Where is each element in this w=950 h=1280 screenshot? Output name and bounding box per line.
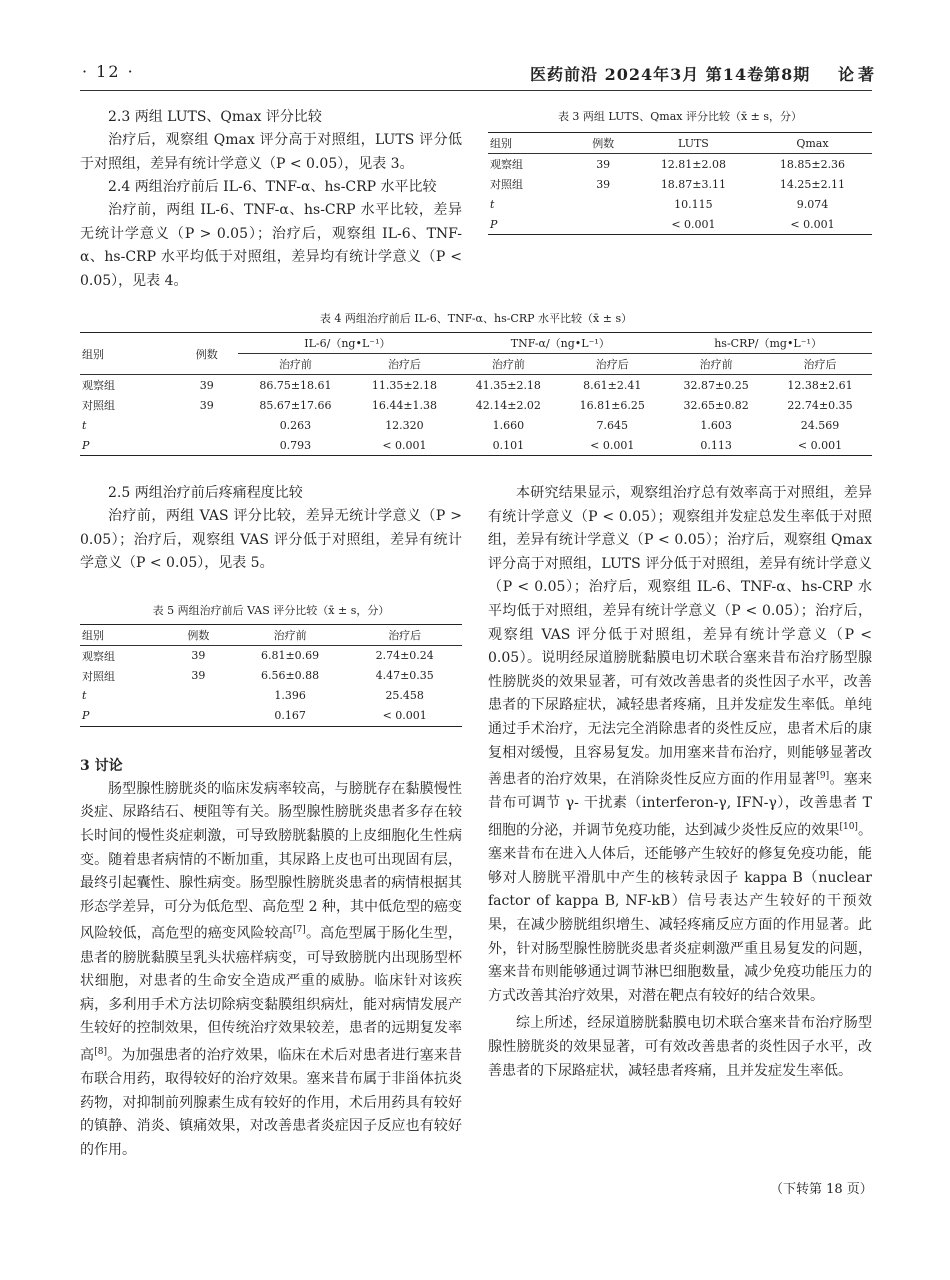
- table-cell: 观察组: [490, 158, 523, 171]
- section-2-4-title: 2.4 两组治疗前后 IL-6、TNF-α、hs-CRP 水平比较: [108, 179, 437, 196]
- table-4-caption: 表 4 两组治疗前后 IL-6、TNF-α、hs-CRP 水平比较（x̄ ± s）: [319, 312, 633, 325]
- table-cell: < 0.001: [753, 214, 872, 235]
- table-cell: [572, 214, 633, 235]
- citation-ref: [10]: [839, 821, 858, 832]
- table-cell: < 0.001: [353, 435, 457, 456]
- table-row: [80, 435, 872, 456]
- table-cell: 39: [596, 177, 611, 191]
- table-cell: 18.85±2.36: [779, 157, 846, 171]
- table-header-cell: TNF-α/（ng•L⁻¹）: [456, 333, 664, 354]
- table-cell: 12.81±2.08: [660, 157, 727, 171]
- table-cell: < 0.001: [560, 435, 664, 456]
- table-cell: P: [488, 214, 572, 235]
- table-cell: 9.074: [796, 197, 829, 211]
- table-cell: 1.603: [700, 418, 732, 432]
- table-row: [80, 686, 462, 706]
- discussion-paragraph-3: 综上所述，经尿道膀胱黏膜电切术联合塞来昔布治疗肠型腺性膀胱炎的效果显著，可有效改善患者的炎性因子水平，改善患者的下尿路症状，减轻患者疼痛，且并发症发生率低。: [488, 1015, 872, 1079]
- table-cell: 39: [596, 157, 611, 171]
- table-cell: 14.25±2.11: [779, 177, 846, 191]
- table-row: [80, 706, 462, 727]
- table-cell: 39: [199, 398, 214, 412]
- table-cell: 85.67±17.66: [259, 398, 332, 412]
- table-cell: [164, 706, 233, 727]
- table-subheader-cell: 治疗后: [353, 354, 457, 375]
- table-cell: 4.47±0.35: [375, 669, 434, 683]
- table-4-grid: [80, 332, 872, 456]
- table-3-grid: [488, 132, 872, 235]
- table-header-cell: IL-6/（ng•L⁻¹）: [238, 333, 456, 354]
- left-column-bottom: [80, 482, 462, 1163]
- section-2-3-title: 2.3 两组 LUTS、Qmax 评分比较: [108, 109, 322, 125]
- table-cell: 7.645: [596, 418, 628, 432]
- table-subheader-cell: 治疗前: [664, 354, 768, 375]
- discussion-paragraph-1: [80, 778, 462, 1163]
- table-cell: 12.320: [385, 418, 424, 432]
- table-cell: 39: [191, 649, 206, 663]
- table-cell: 对照组: [82, 669, 115, 683]
- section-2-5-paragraph: 治疗前，两组 VAS 评分比较，差异无统计学意义（P > 0.05）；治疗后，观察组 VAS 评分低于对照组，差异有统计学意义（P < 0.05），见表 5。: [80, 508, 462, 572]
- table-cell: 0.101: [456, 435, 560, 456]
- discussion-paragraph-2: [488, 482, 872, 1008]
- table-cell: t: [82, 689, 87, 703]
- table-cell: < 0.001: [634, 214, 753, 235]
- table-cell: P: [80, 435, 175, 456]
- table-cell: 0.113: [664, 435, 768, 456]
- table-cell: 39: [191, 669, 206, 683]
- section-2-4-paragraph: 治疗前，两组 IL-6、TNF-α、hs-CRP 水平比较，差异无统计学意义（P > 0.05）；治疗后，观察组 IL-6、TNF-α、hs-CRP 水平均低于对照组，差异均有统计学意义（P < 0.05），见表 4。: [80, 202, 462, 289]
- table-5: [80, 604, 462, 727]
- text-run: 。高危型属于肠化生型，患者的膀胱黏膜呈乳头状癌样病变，可导致膀胱内出现肠型杯状细胞，对患者的生命安全造成严重的威胁。临床针对该疾病，多利用手术方法切除病变黏膜组织病灶，能对病情发展产生较好的控制效果，但传统治疗效果较差，患者的远期复发率高: [80, 926, 463, 1064]
- text-run: 肠型腺性膀胱炎的临床发病率较高，与膀胱存在黏膜慢性炎症、尿路结石、梗阻等有关。肠型腺性膀胱炎患者多存在较长时间的慢性炎症刺激，可导致膀胱黏膜的上皮细胞化生性病变。随着患者病情的不断加重，其尿路上皮也可出现固有层，最终引起囊性、腺性病变。肠型腺性膀胱炎患者的病情根据其形态学差异，可分为低危型、高危型 2 种，其中低危型的癌变风险较低，高危型的癌变风险较高: [80, 780, 462, 942]
- table-3-caption: 表 3 两组 LUTS、Qmax 评分比较（x̄ ± s，分）: [557, 110, 803, 123]
- table-cell: 6.81±0.69: [260, 649, 320, 663]
- table-cell: 对照组: [490, 178, 523, 191]
- table-subheader-cell: 治疗前: [238, 354, 352, 375]
- table-header-cell: LUTS: [634, 133, 753, 154]
- right-column-bottom: [488, 482, 872, 1083]
- table-cell: 24.569: [800, 418, 840, 432]
- header-rule: [80, 90, 872, 91]
- table-cell: 22.74±0.35: [787, 398, 853, 412]
- table-cell: [175, 415, 238, 435]
- table-subheader-cell: 治疗后: [768, 354, 872, 375]
- table-cell: 16.81±6.25: [579, 398, 645, 412]
- table-row: [80, 415, 872, 435]
- page-number: · 12 ·: [82, 62, 135, 81]
- table-cell: 对照组: [82, 399, 115, 412]
- table-cell: 0.167: [233, 706, 348, 727]
- table-cell: 18.87±3.11: [660, 177, 727, 191]
- table-cell: 12.38±2.61: [787, 378, 853, 392]
- section-2-5-title: 2.5 两组治疗前后疼痛程度比较: [108, 485, 303, 501]
- table-row: [80, 645, 462, 666]
- table-subheader-cell: 治疗后: [560, 354, 664, 375]
- table-cell: < 0.001: [347, 706, 462, 727]
- section-3-title: 3 讨论: [80, 757, 123, 774]
- text-run: 。塞来昔布可调节 γ- 干扰素（interferon-γ, IFN-γ），改善患者 T 细胞的分泌，并调节免疫功能，达到减少炎性反应的效果: [488, 771, 873, 839]
- table-cell: 0.793: [238, 435, 352, 456]
- table-subheader-cell: 治疗前: [456, 354, 560, 375]
- table-cell: 25.458: [385, 689, 424, 703]
- table-row: [488, 154, 872, 175]
- citation-ref: [9]: [816, 771, 830, 782]
- table-header-cell: Qmax: [753, 133, 872, 154]
- table-cell: 42.14±2.02: [475, 398, 541, 412]
- table-cell: 39: [199, 378, 214, 392]
- table-header-cell: 例数: [572, 133, 633, 154]
- table-4: [80, 312, 872, 456]
- table-cell: [175, 435, 238, 456]
- text-run: 本研究结果显示，观察组治疗总有效率高于对照组，差异有统计学意义（P < 0.05）；观察组并发症总发生率低于对照组，差异有统计学意义（P < 0.05）；治疗后，观察组 Qmax 评分高于对照组，LUTS 评分低于对照组，差异有统计学意义（P < 0.05）；治疗后，观察组 IL-6、TNF-α、hs-CRP 水平均低于对照组，差异有统计学意义（P < 0.05）；治疗后，观察组 VAS 评分低于对照组，差异有统计学意义（P < 0.05）。说明经尿道膀胱黏膜电切术联合塞来昔布治疗肠型腺性膀胱炎的效果显著，可有效改善患者的炎性因子水平，改善患者的下尿路症状，减轻患者疼痛，且并发症发生率低。单纯通过手术治疗，无法完全消除患者的炎性反应，患者术后的康复相对缓慢，且容易复发。加用塞来昔布治疗，则能够显著改善患者的治疗效果，在消除炎性反应方面的作用显著: [488, 485, 872, 788]
- table-header-cell: 治疗前: [233, 624, 348, 645]
- table-cell: < 0.001: [768, 435, 872, 456]
- table-row: [488, 194, 872, 214]
- table-cell: 6.56±0.88: [260, 669, 320, 683]
- table-cell: 32.87±0.25: [683, 378, 749, 392]
- table-cell: 32.65±0.82: [683, 398, 749, 412]
- citation-ref: [7]: [293, 925, 306, 936]
- journal-title: 医药前沿 2024年3月 第14卷第8期: [530, 65, 811, 84]
- table-header-cell: 组别: [80, 624, 164, 645]
- table-header-cell: 组别: [80, 333, 175, 375]
- table-cell: 1.396: [274, 689, 306, 703]
- table-header-cell: 例数: [175, 333, 238, 375]
- table-cell: 10.115: [674, 197, 713, 211]
- table-cell: 2.74±0.24: [375, 649, 434, 663]
- table-cell: 16.44±1.38: [371, 398, 438, 412]
- table-cell: 86.75±18.61: [259, 378, 332, 392]
- section-2-3-paragraph: 治疗后，观察组 Qmax 评分高于对照组，LUTS 评分低于对照组，差异有统计学意义（P < 0.05），见表 3。: [80, 132, 462, 172]
- table-cell: t: [490, 197, 495, 211]
- table-cell: [572, 194, 633, 214]
- table-cell: 11.35±2.18: [371, 378, 438, 392]
- table-row: [488, 214, 872, 235]
- text-run: 。塞来昔布在进入人体后，还能够产生较好的修复免疫功能，能够对人膀胱平滑肌中产生的核转录因子 kappa B（nuclear factor of kappa B, NF-kB）信号表达产生较好的干预效果，在减少膀胱组织增生、减轻疼痛反应方面的作用显著。此外，针对肠型腺性膀胱炎患者炎症刺激严重且易复发的问题，塞来昔布则能够通过调节淋巴细胞数量，减少免疫功能压力的方式改善其治疗效果，对潜在靶点有较好的结合效果。: [488, 822, 873, 1004]
- table-row: [80, 395, 872, 415]
- continuation-note: （下转第 18 页）: [770, 1182, 873, 1197]
- table-5-caption: 表 5 两组治疗前后 VAS 评分比较（x̄ ± s，分）: [152, 603, 390, 617]
- table-cell: 观察组: [82, 649, 115, 663]
- table-header-cell: 组别: [488, 133, 572, 154]
- table-header-cell: hs-CRP/（mg•L⁻¹）: [664, 333, 872, 354]
- table-cell: t: [82, 418, 87, 432]
- table-row: [80, 375, 872, 396]
- left-column-top: [80, 106, 462, 294]
- table-cell: 观察组: [82, 379, 115, 392]
- text-run: 。为加强患者的治疗效果，临床在术后对患者进行塞来昔布联合用药，取得较好的治疗效果。塞来昔布属于非甾体抗炎药物，对抑制前列腺素生成有较好的作用，术后用药具有较好的镇静、消炎、镇痛效果，对改善患者炎症因子反应也有较好的作用。: [80, 1047, 462, 1158]
- table-cell: [164, 686, 233, 706]
- table-row: [80, 666, 462, 686]
- table-header-cell: 治疗后: [347, 624, 462, 645]
- section-label: 论著: [838, 65, 879, 84]
- table-cell: 8.61±2.41: [583, 378, 642, 392]
- table-5-grid: [80, 624, 462, 727]
- table-cell: 1.660: [492, 418, 525, 432]
- table-cell: P: [80, 706, 164, 727]
- citation-ref: [8]: [94, 1046, 107, 1057]
- table-3: [488, 110, 872, 235]
- table-row: [488, 174, 872, 194]
- table-header-cell: 例数: [164, 624, 233, 645]
- table-cell: 0.263: [279, 418, 312, 432]
- table-cell: 41.35±2.18: [475, 378, 541, 392]
